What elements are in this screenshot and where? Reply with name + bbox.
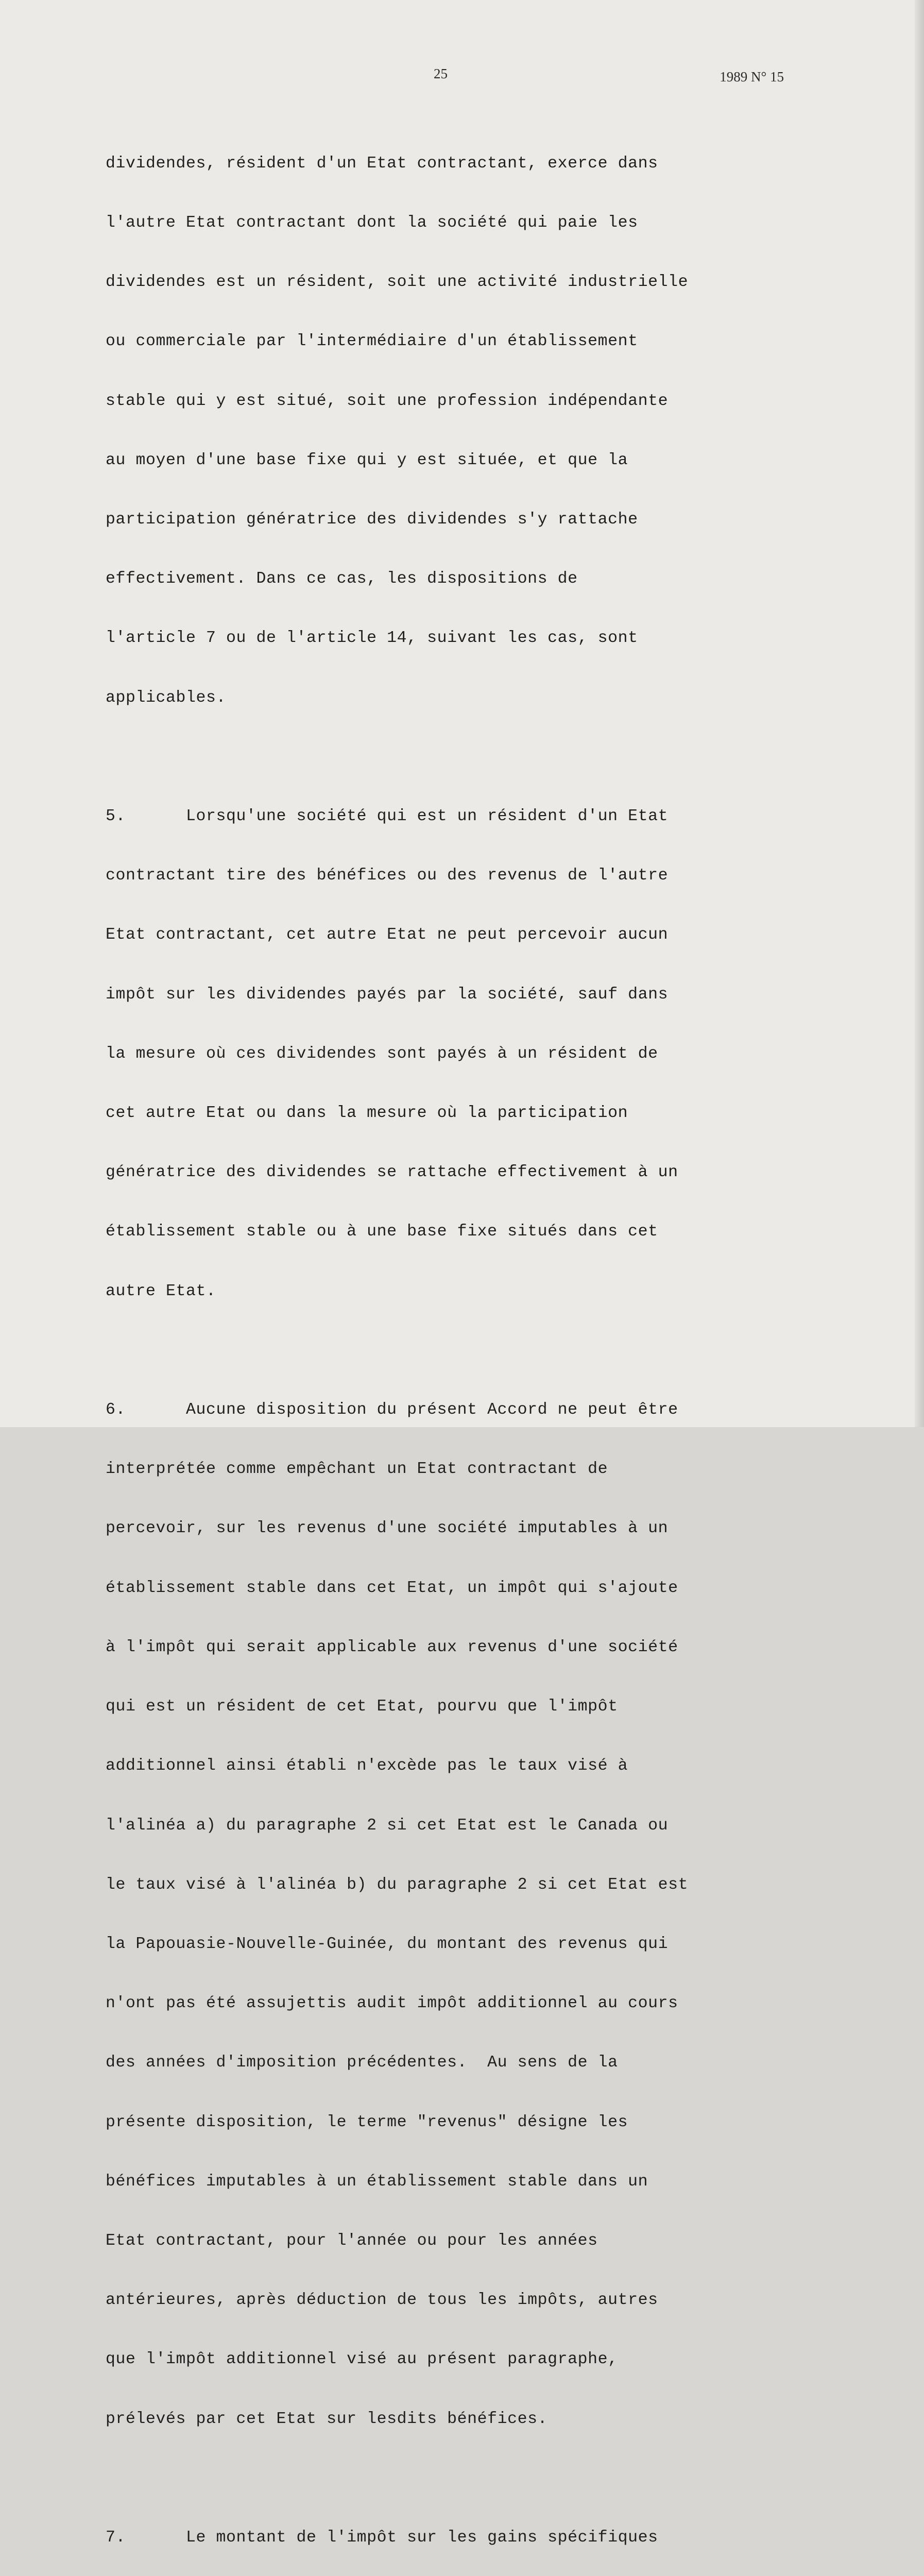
text-line: l'autre Etat contractant dont la société qui paie les (106, 214, 638, 232)
text-line: la mesure où ces dividendes sont payés à un résident de (106, 1044, 658, 1063)
text-line: que l'impôt additionnel visé au présent paragraphe, (106, 2350, 618, 2369)
text-line: autre Etat. (106, 1282, 216, 1300)
paragraph-5 (106, 767, 796, 1341)
text-line: l'article 7 ou de l'article 14, suivant les cas, sont (106, 629, 638, 648)
text-line: contractant tire des bénéfices ou des revenus de l'autre (106, 867, 669, 885)
text-line: le taux visé à l'alinéa b) du paragraphe 2 si cet Etat est (106, 1875, 689, 1894)
text-line: au moyen d'une base fixe qui y est située, et que la (106, 451, 628, 469)
text-line: la Papouasie-Nouvelle-Guinée, du montant des revenus qui (106, 1935, 669, 1953)
text-line: interprétée comme empêchant un Etat contractant de (106, 1460, 608, 1479)
text-line: impôt sur les dividendes payés par la société, sauf dans (106, 985, 669, 1004)
text-line: stable qui y est situé, soit une profession indépendante (106, 392, 669, 410)
text-line: établissement stable dans cet Etat, un impôt qui s'ajoute (106, 1579, 678, 1597)
paragraph-4-continuation (106, 114, 796, 748)
paragraph-6 (106, 1361, 796, 2468)
text-line: prélevés par cet Etat sur lesdits bénéfices. (106, 2410, 548, 2428)
text-line: antérieures, après déduction de tous les impôts, autres (106, 2291, 658, 2310)
treaty-text (106, 114, 796, 2576)
text-line: établissement stable ou à une base fixe situés dans cet (106, 1223, 658, 1241)
document-reference: 1989 N° 15 (720, 69, 784, 84)
text-line: cet autre Etat ou dans la mesure où la participation (106, 1104, 628, 1123)
text-line: qui est un résident de cet Etat, pourvu que l'impôt (106, 1698, 618, 1716)
text-line: ou commerciale par l'intermédiaire d'un établissement (106, 332, 638, 351)
text-line: Etat contractant, cet autre Etat ne peut percevoir aucun (106, 926, 669, 944)
text-line: n'ont pas été assujettis audit impôt additionnel au cours (106, 1994, 678, 2013)
text-line: dividendes, résident d'un Etat contractant, exerce dans (106, 154, 658, 173)
text-line: des années d'imposition précédentes. Au sens de la (106, 2054, 618, 2072)
text-line: dividendes est un résident, soit une activité industrielle (106, 273, 689, 292)
text-line: génératrice des dividendes se rattache effectivement à un (106, 1163, 678, 1182)
text-line: 5. Lorsqu'une société qui est un résident d'un Etat (106, 807, 669, 826)
text-line: 7. Le montant de l'impôt sur les gains spécifiques (106, 2528, 658, 2547)
text-line: Etat contractant, pour l'année ou pour les années (106, 2231, 598, 2250)
text-line: l'alinéa a) du paragraphe 2 si cet Etat est le Canada ou (106, 1816, 669, 1835)
text-line: percevoir, sur les revenus d'une société imputables à un (106, 1519, 669, 1538)
text-line: bénéfices imputables à un établissement stable dans un (106, 2172, 648, 2191)
page-number: 25 (434, 66, 448, 81)
text-line: applicables. (106, 688, 227, 707)
text-line: participation génératrice des dividendes s'y rattache (106, 511, 638, 529)
text-line: présente disposition, le terme "revenus" désigne les (106, 2113, 628, 2131)
text-line: additionnel ainsi établi n'excède pas le taux visé à (106, 1757, 628, 1775)
text-line: 6. Aucune disposition du présent Accord ne peut être (106, 1401, 678, 1419)
text-line: effectivement. Dans ce cas, les dispositions de (106, 570, 578, 588)
text-line: à l'impôt qui serait applicable aux revenus d'une société (106, 1638, 678, 1656)
page-header (0, 66, 924, 87)
paragraph-7 (106, 2488, 796, 2576)
